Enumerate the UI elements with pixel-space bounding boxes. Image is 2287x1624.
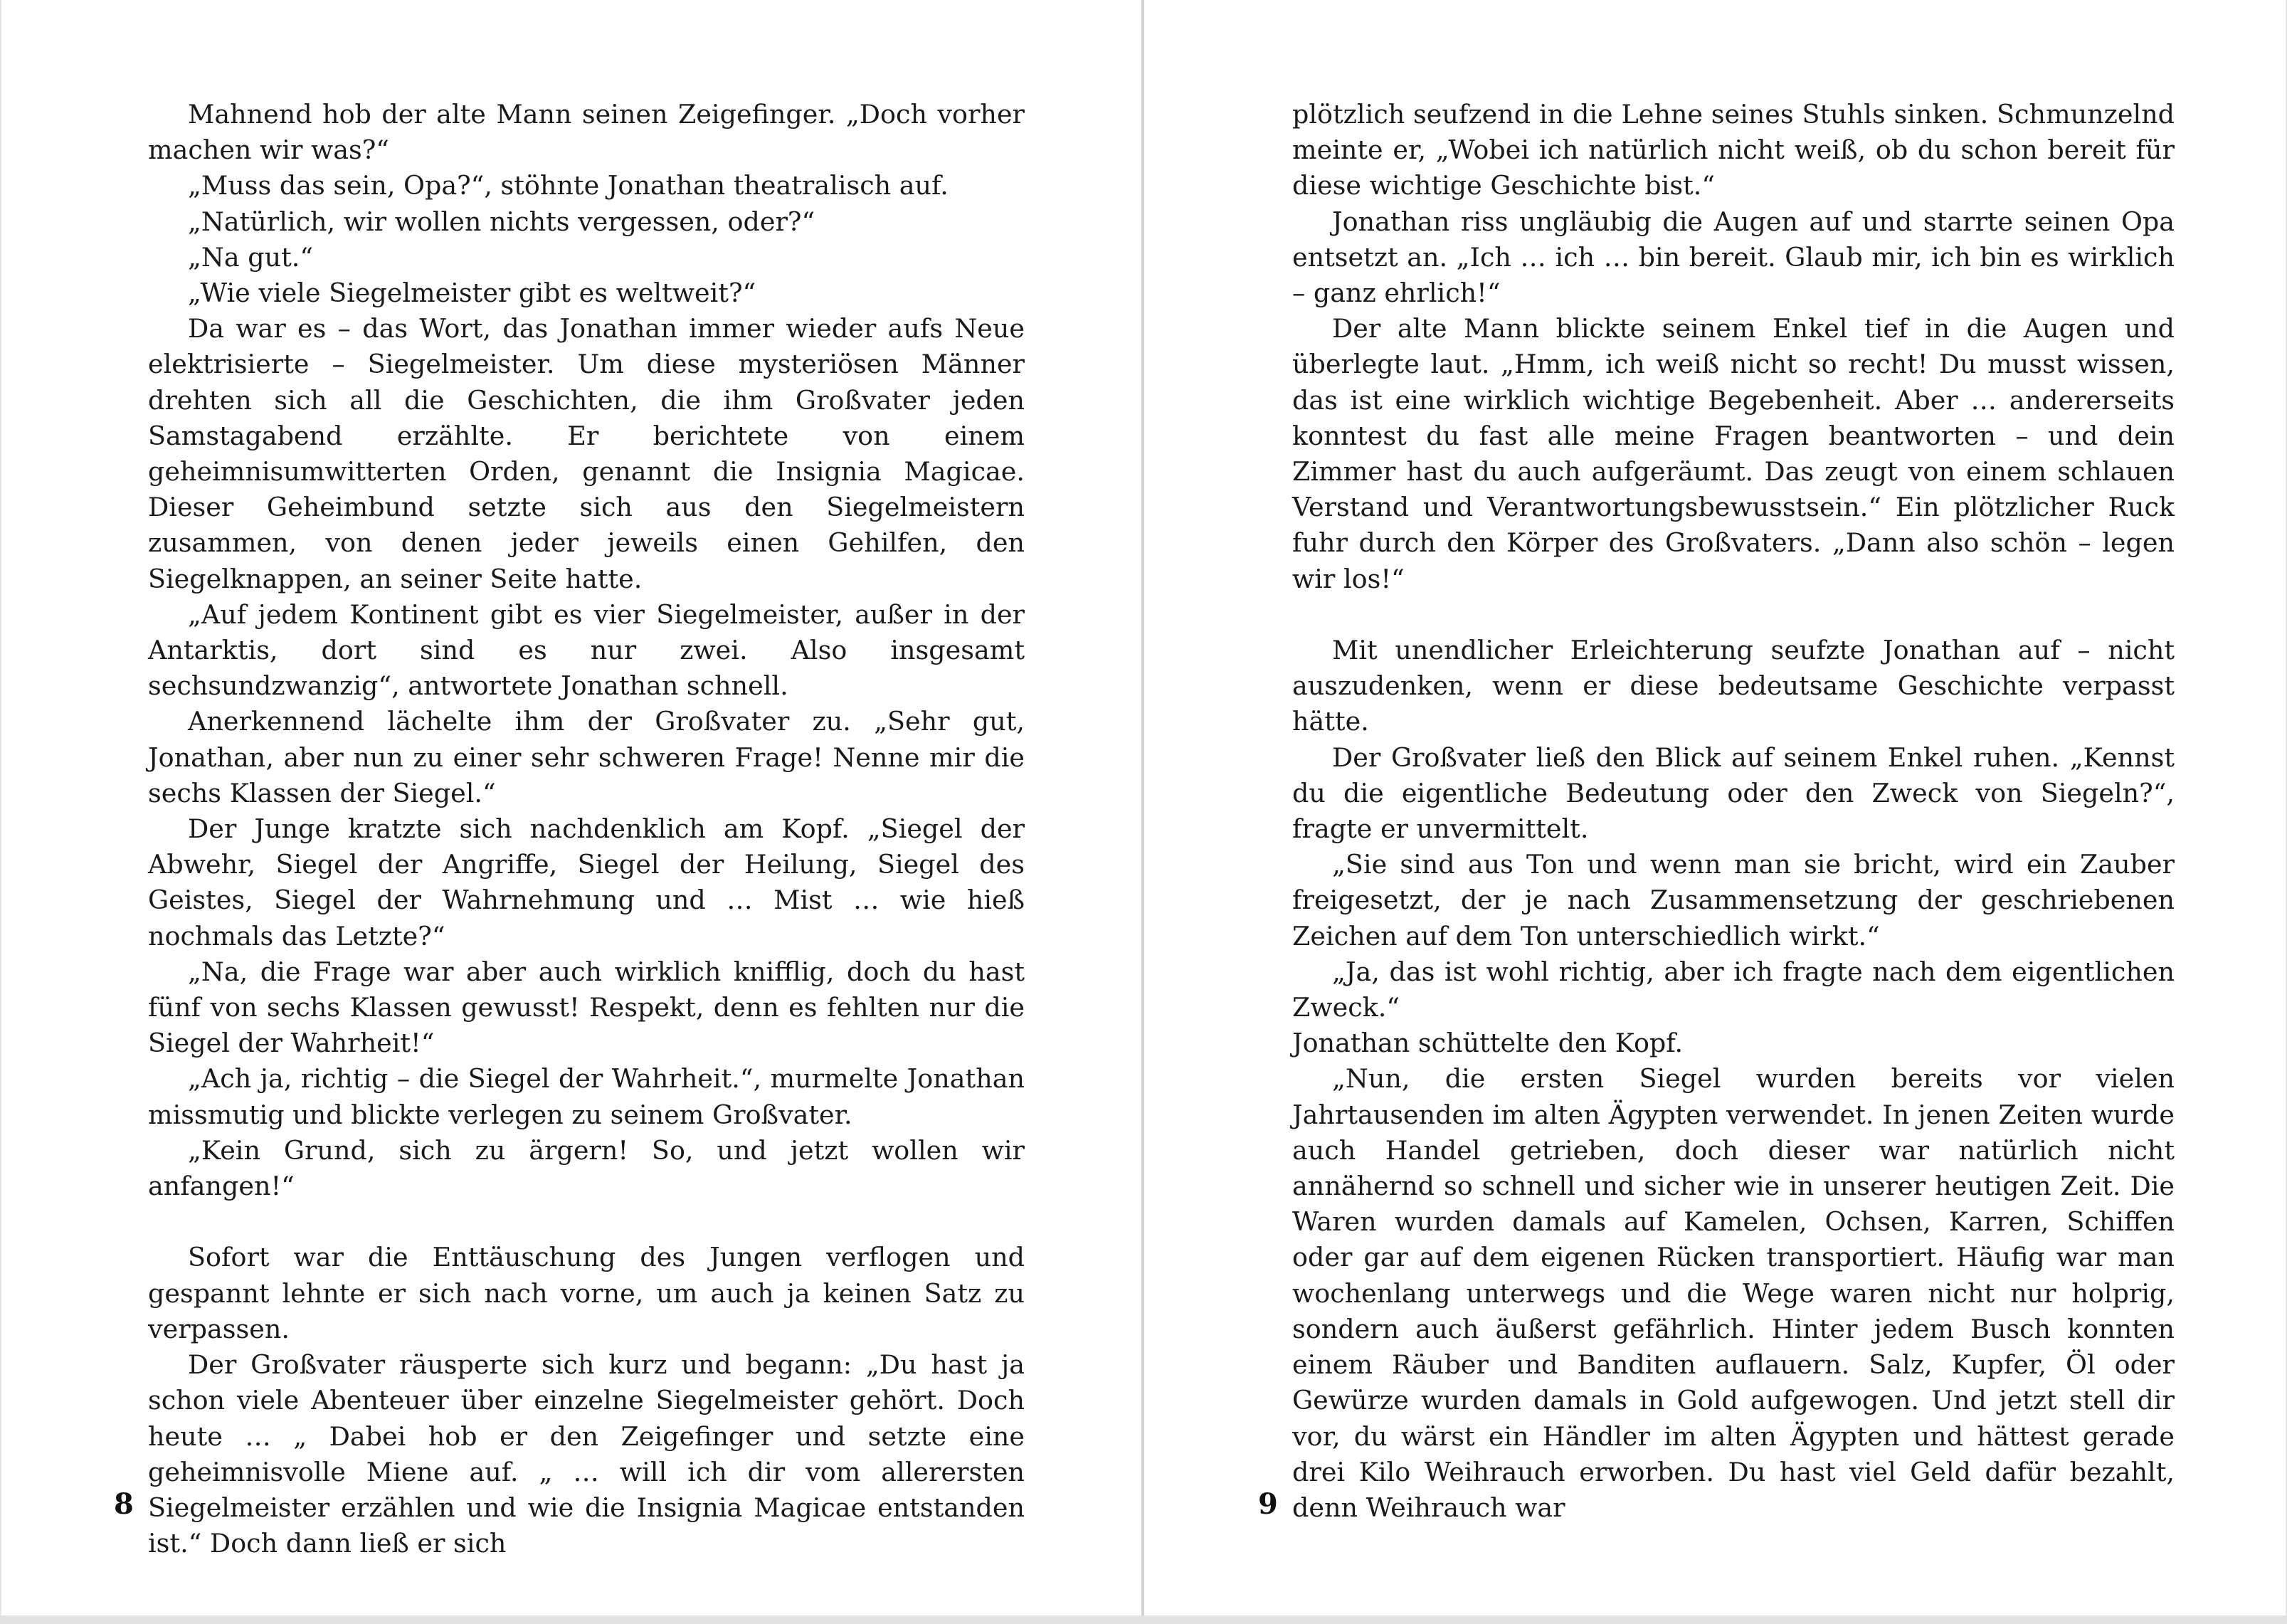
- paragraph: Der Großvater ließ den Blick auf seinem Enkel ruhen. „Kennst du die eigentliche Bedeutung oder den Zweck von Siegeln?“, fragte er unvermittelt.: [1292, 742, 2175, 845]
- right-page: [1144, 0, 2287, 1615]
- paragraph: „Muss das sein, Opa?“, stöhnte Jonathan theatralisch auf.: [188, 170, 949, 201]
- page-bottom-edge: [0, 1615, 2287, 1624]
- paragraph: „Auf jedem Kontinent gibt es vier Siegelmeister, außer in der Antarktis, dort sind es nur zwei. Also insgesamt sechsundzwanzig“, antwortete Jonathan schnell.: [148, 599, 1025, 702]
- paragraph: Der Großvater räusperte sich kurz und begann: „Du hast ja schon viele Abenteuer über einzelne Siegelmeister gehört. Doch heute … „ Dabei hob er den Zeigefinger und setzte eine geheimnisvolle Miene auf. „ … will ich dir vom allerersten Siegelmeister erzählen und wie die Insignia Magicae entstanden ist.“ Doch dann ließ er sich: [148, 1349, 1025, 1559]
- paragraph: Sofort war die Enttäuschung des Jungen verflogen und gespannt lehnte er sich nach vorne, um auch ja keinen Satz zu verpassen.: [148, 1242, 1025, 1344]
- paragraph: „Kein Grund, sich zu ärgern! So, und jetzt wollen wir anfangen!“: [148, 1134, 1025, 1202]
- paragraph: „Nun, die ersten Siegel wurden bereits vor vielen Jahrtausenden im alten Ägypten verwendet. In jenen Zeiten wurde auch Handel getrieben, doch dieser war natürlich nicht annähernd so schnell und sicher wie in unserer heutigen Zeit. Die Waren wurden damals auf Kamelen, Ochsen, Karren, Schiffen oder gar auf dem eigenen Rücken transportiert. Häufig war man wochenlang unterwegs und die Wege waren nicht nur holprig, sondern auch äußerst gefährlich. Hinter jedem Busch konnten einem Räuber und Banditen auflauern. Salz, Kupfer, Öl oder Gewürze wurden damals in Gold aufgewogen. Und jetzt stell dir vor, du wärst ein Händler im alten Ägypten und hättest gerade drei Kilo Weihrauch erworben. Du hast viel Geld dafür bezahlt, denn Weihrauch war: [1292, 1063, 2175, 1523]
- page-number-left: 8: [114, 1487, 134, 1521]
- right-page-body: [1292, 97, 2175, 1526]
- paragraph: plötzlich seufzend in die Lehne seines Stuhls sinken. Schmunzelnd meinte er, „Wobei ich natürlich nicht weiß, ob du schon bereit für diese wichtige Geschichte bist.“: [1292, 99, 2175, 201]
- left-page: [0, 0, 1141, 1615]
- paragraph: Mit unendlicher Erleichterung seufzte Jonathan auf – nicht auszudenken, wenn er diese bedeutsame Geschichte verpasst hätte.: [1292, 635, 2175, 737]
- paragraph: Mahnend hob der alte Mann seinen Zeigefinger. „Doch vorher machen wir was?“: [148, 99, 1025, 166]
- paragraph: „Na, die Frage war aber auch wirklich knifflig, doch du hast fünf von sechs Klassen gewusst! Respekt, denn es fehlten nur die Siegel der Wahrheit!“: [148, 956, 1025, 1059]
- paragraph: Der alte Mann blickte seinem Enkel tief in die Augen und überlegte laut. „Hmm, ich weiß nicht so recht! Du musst wissen, das ist eine wirklich wichtige Begebenheit. Aber … andererseits konntest du fast alle meine Fragen beantworten – und dein Zimmer hast du auch aufgeräumt. Das zeugt von einem schlauen Verstand und Verantwortungsbewusstsein.“ Ein plötzlicher Ruck fuhr durch den Körper des Großvaters. „Dann also schön – legen wir los!“: [1292, 313, 2175, 594]
- paragraph: „Ach ja, richtig – die Siegel der Wahrheit.“, murmelte Jonathan missmutig und blickte verlegen zu seinem Großvater.: [148, 1063, 1025, 1130]
- paragraph: Anerkennend lächelte ihm der Großvater zu. „Sehr gut, Jonathan, aber nun zu einer sehr schweren Frage! Nenne mir die sechs Klassen der Siegel.“: [148, 706, 1025, 808]
- paragraph: Jonathan riss ungläubig die Augen auf und starrte seinen Opa entsetzt an. „Ich … ich … bin bereit. Glaub mir, ich bin es wirklich – ganz ehrlich!“: [1292, 206, 2175, 309]
- paragraph: „Natürlich, wir wollen nichts vergessen, oder?“: [188, 206, 815, 237]
- paragraph: Der Junge kratzte sich nachdenklich am Kopf. „Siegel der Abwehr, Siegel der Angriffe, Siegel der Heilung, Siegel des Geistes, Siegel der Wahrnehmung und … Mist … wie hieß nochmals das Letzte?“: [148, 813, 1025, 951]
- paragraph: „Na gut.“: [188, 241, 314, 273]
- page-edge-left: [0, 0, 1, 1615]
- page-number-right: 9: [1258, 1487, 1278, 1521]
- paragraph: „Sie sind aus Ton und wenn man sie bricht, wird ein Zauber freigesetzt, der je nach Zusammensetzung der geschriebenen Zeichen auf dem Ton unterschiedlich wirkt.“: [1292, 849, 2175, 951]
- paragraph: „Ja, das ist wohl richtig, aber ich fragte nach dem eigentlichen Zweck.“: [1292, 956, 2175, 1023]
- paragraph: „Wie viele Siegelmeister gibt es weltweit?“: [188, 278, 756, 309]
- paragraph: Jonathan schüttelte den Kopf.: [1292, 1028, 1684, 1059]
- left-page-body: [148, 97, 1025, 1561]
- paragraph: Da war es – das Wort, das Jonathan immer wieder aufs Neue elektrisierte – Siegelmeister. Um diese mysteriösen Männer drehten sich all die Geschichten, die ihm Großvater jeden Samstagabend erzählte. Er berichtete von einem geheimnisumwitterten Orden, genannt die Insignia Magicae. Dieser Geheimbund setzte sich aus den Siegelmeistern zusammen, von denen jeder jeweils einen Gehilfen, den Siegelknappen, an seiner Seite hatte.: [148, 313, 1025, 594]
